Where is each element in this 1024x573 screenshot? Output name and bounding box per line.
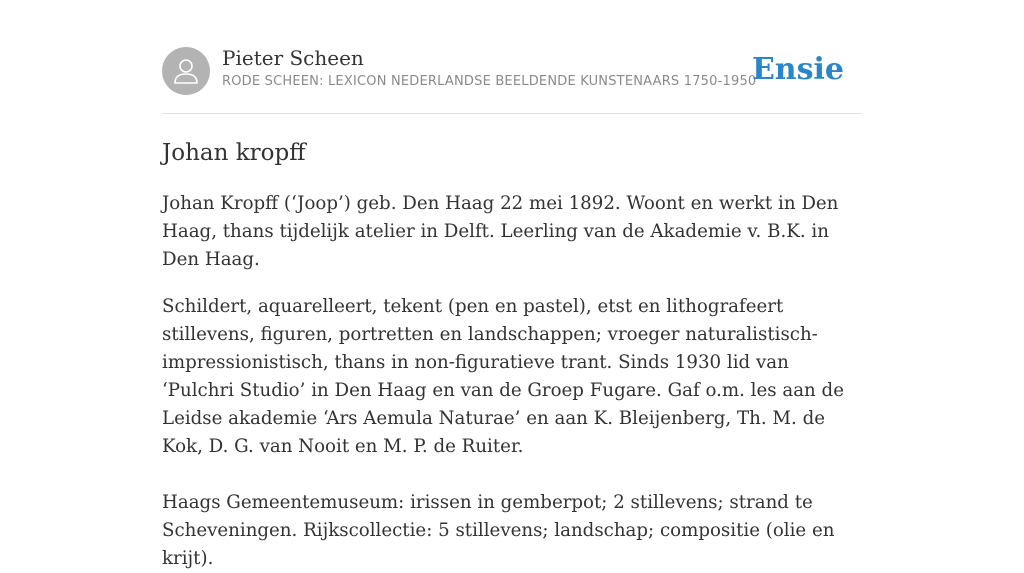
- user-avatar-icon: [162, 47, 210, 95]
- author-header: [162, 46, 862, 98]
- paragraph-collections: Haags Gemeentemuseum: irissen in gemberpot; 2 stillevens; strand te Scheveningen. Rijkscollectie: 5 stillevens; landschap; compositie (olie en krijt).: [162, 492, 835, 569]
- source-label: RODE SCHEEN: LEXICON NEDERLANDSE BEELDENDE KUNSTENAARS 1750-1950: [222, 74, 757, 89]
- article-title: Johan kropff: [162, 140, 306, 166]
- brand-logo[interactable]: Ensie: [751, 52, 844, 87]
- header-divider: [162, 113, 862, 114]
- author-avatar[interactable]: [162, 47, 210, 95]
- paragraph-work: Schildert, aquarelleert, tekent (pen en pastel), etst en lithografeert stillevens, figuren, portretten en landschappen; vroeger naturalistisch-impressionistisch, thans in non-figuratieve trant. Sinds 1930 lid van ‘Pulchri Studio’ in Den Haag en van de Groep Fugare. Gaf o.m. les aan de Leidse akademie ‘Ars Aemula Naturae’ en aan K. Bleijenberg, Th. M. de Kok, D. G. van Nooit en M. P. de Ruiter.: [162, 296, 844, 457]
- author-name[interactable]: Pieter Scheen: [222, 46, 364, 70]
- article-body: [162, 190, 862, 573]
- paragraph-biography: Johan Kropff (‘Joop’) geb. Den Haag 22 mei 1892. Woont en werkt in Den Haag, thans tijdelijk atelier in Delft. Leerling van de Akademie v. B.K. in Den Haag.: [162, 193, 839, 270]
